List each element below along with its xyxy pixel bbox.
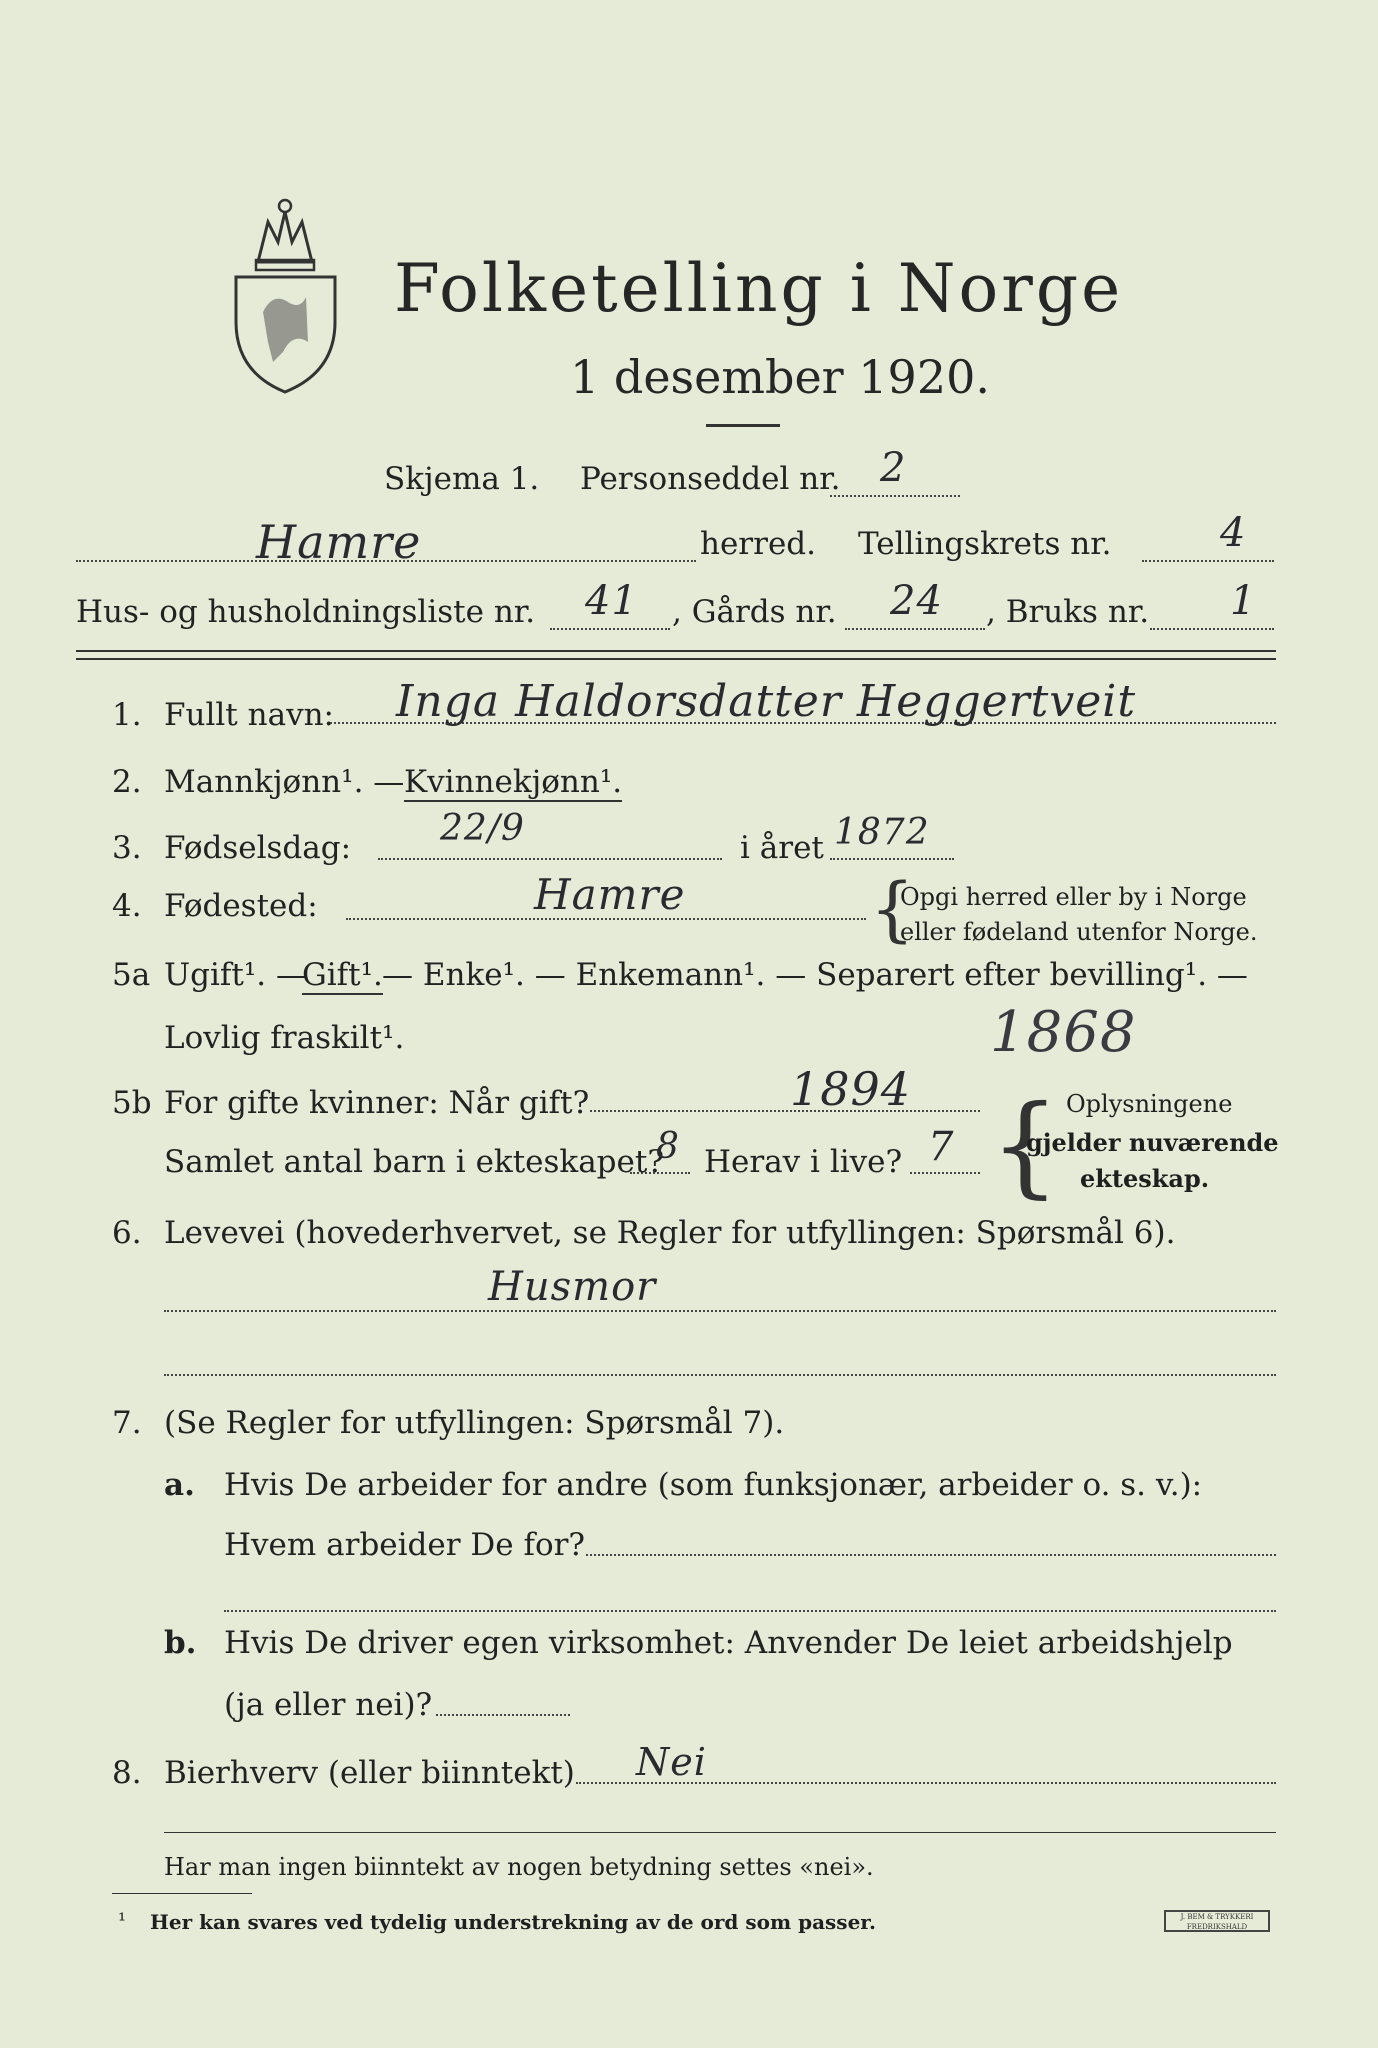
norway-coat-of-arms-icon bbox=[228, 192, 343, 397]
herred-label: herred. bbox=[700, 526, 816, 562]
q5b-barn-value[interactable]: 8 bbox=[656, 1126, 680, 1167]
header-divider-top bbox=[76, 650, 1276, 652]
q8-number: 8. bbox=[112, 1755, 142, 1791]
q5b-note-line3: ekteskap. bbox=[1080, 1164, 1210, 1193]
q6-label: Levevei (hovederhvervet, se Regler for utfyllingen: Spørsmål 6). bbox=[164, 1215, 1176, 1251]
tellingskrets-line bbox=[1142, 560, 1274, 562]
q5b-barn-label: Samlet antal barn i ekteskapet? bbox=[164, 1144, 664, 1180]
footnote-mark: ¹ bbox=[118, 1908, 127, 1932]
q5b-line bbox=[590, 1110, 980, 1112]
personseddel-label: Personseddel nr. bbox=[580, 461, 841, 497]
bruks-line bbox=[1150, 628, 1274, 630]
q3-year-label: i året bbox=[740, 830, 824, 866]
q5a-ugift[interactable]: Ugift¹. — bbox=[164, 957, 307, 993]
header-divider-bottom bbox=[76, 658, 1276, 660]
husliste-label: Hus- og husholdningsliste nr. bbox=[76, 594, 536, 630]
q5a-other-options[interactable]: — Enke¹. — Enkemann¹. — Separert efter bevilling¹. — bbox=[382, 957, 1248, 993]
title-divider bbox=[706, 424, 780, 427]
q7a-number: a. bbox=[164, 1467, 195, 1503]
footnote-divider bbox=[112, 1893, 252, 1894]
q7a-answer-line2[interactable] bbox=[224, 1610, 1276, 1612]
q4-note-line2: eller fødeland utenfor Norge. bbox=[900, 918, 1258, 946]
biinntekt-note: Har man ingen biinntekt av nogen betydning settes «nei». bbox=[164, 1853, 874, 1881]
q7b-line2: (ja eller nei)? bbox=[224, 1687, 433, 1723]
q4-number: 4. bbox=[112, 888, 142, 924]
q3-number: 3. bbox=[112, 830, 142, 866]
skjema-label: Skjema 1. bbox=[384, 461, 540, 497]
q6-value[interactable]: Husmor bbox=[488, 1264, 657, 1310]
q5b-live-value[interactable]: 7 bbox=[928, 1124, 955, 1170]
husliste-line bbox=[550, 628, 670, 630]
gards-value[interactable]: 24 bbox=[890, 578, 943, 624]
q4-note-line1: Opgi herred eller by i Norge bbox=[900, 883, 1247, 911]
tellingskrets-value[interactable]: 4 bbox=[1220, 510, 1247, 556]
q2-number: 2. bbox=[112, 764, 142, 800]
footnote-text: Her kan svares ved tydelig understrekning av de ord som passer. bbox=[150, 1910, 876, 1934]
personseddel-line bbox=[830, 495, 960, 497]
q1-label: Fullt navn: bbox=[164, 697, 334, 733]
gards-line bbox=[845, 628, 985, 630]
q5a-lovlig-fraskilt[interactable]: Lovlig fraskilt¹. bbox=[164, 1020, 405, 1056]
tellingskrets-label: Tellingskrets nr. bbox=[858, 526, 1112, 562]
q3-line bbox=[378, 858, 722, 860]
personseddel-value[interactable]: 2 bbox=[880, 445, 907, 491]
q3-value[interactable]: 22/9 bbox=[440, 808, 525, 849]
bruks-label: , Bruks nr. bbox=[986, 594, 1150, 630]
q7-label: (Se Regler for utfyllingen: Spørsmål 7). bbox=[164, 1405, 785, 1441]
q3-year-line bbox=[830, 858, 954, 860]
q5a-annotation: 1868 bbox=[990, 1000, 1137, 1065]
q5a-number: 5a bbox=[112, 957, 151, 993]
q5b-live-line bbox=[910, 1172, 980, 1174]
q6-number: 6. bbox=[112, 1215, 142, 1251]
q5b-number: 5b bbox=[112, 1085, 152, 1121]
q5b-label: For gifte kvinner: Når gift? bbox=[164, 1085, 590, 1121]
q4-value[interactable]: Hamre bbox=[534, 870, 686, 919]
q1-value[interactable]: Inga Haldorsdatter Heggertveit bbox=[396, 676, 1137, 727]
q2-male[interactable]: Mannkjønn¹. — bbox=[164, 764, 405, 800]
gards-label: , Gårds nr. bbox=[672, 594, 837, 630]
q6-line2 bbox=[164, 1374, 1276, 1376]
printer-stamp: J. BEM & TRYKKERI FREDRIKSHALD bbox=[1164, 1910, 1270, 1932]
q5b-note-line1: Oplysningene bbox=[1066, 1090, 1233, 1118]
q7b-number: b. bbox=[164, 1625, 197, 1661]
q3-label: Fødselsdag: bbox=[164, 830, 352, 866]
q5b-brace: { bbox=[990, 1081, 1060, 1209]
q7b-line1: Hvis De driver egen virksomhet: Anvender De leiet arbeidshjelp bbox=[224, 1625, 1233, 1661]
q7b-answer-line[interactable] bbox=[436, 1714, 570, 1716]
q5a-gift-selected[interactable]: Gift¹. bbox=[302, 957, 383, 993]
note-divider bbox=[164, 1832, 1276, 1833]
census-date: 1 desember 1920. bbox=[570, 350, 990, 404]
q7a-line1: Hvis De arbeider for andre (som funksjonær, arbeider o. s. v.): bbox=[224, 1467, 1203, 1503]
q6-line1 bbox=[164, 1310, 1276, 1312]
herred-value[interactable]: Hamre bbox=[256, 515, 422, 569]
q7a-line2: Hvem arbeider De for? bbox=[224, 1527, 586, 1563]
form-title: Folketelling i Norge bbox=[394, 250, 1124, 327]
q2-female-selected[interactable]: Kvinnekjønn¹. bbox=[404, 764, 623, 800]
q5b-note-line2: gjelder nuværende bbox=[1026, 1128, 1279, 1157]
q7a-answer-line1[interactable] bbox=[586, 1554, 1276, 1556]
q4-brace: { bbox=[870, 868, 915, 950]
q8-value[interactable]: Nei bbox=[636, 1740, 707, 1784]
husliste-value[interactable]: 41 bbox=[585, 578, 638, 624]
q5b-barn-line bbox=[630, 1172, 690, 1174]
bruks-value[interactable]: 1 bbox=[1230, 578, 1257, 624]
q4-label: Fødested: bbox=[164, 888, 318, 924]
q1-number: 1. bbox=[112, 697, 142, 733]
q3-year-value[interactable]: 1872 bbox=[834, 812, 930, 853]
q5b-live-label: Herav i live? bbox=[704, 1144, 903, 1180]
q5b-value[interactable]: 1894 bbox=[790, 1062, 912, 1116]
q7-number: 7. bbox=[112, 1405, 142, 1441]
q8-label: Bierhverv (eller biinntekt) bbox=[164, 1755, 575, 1791]
